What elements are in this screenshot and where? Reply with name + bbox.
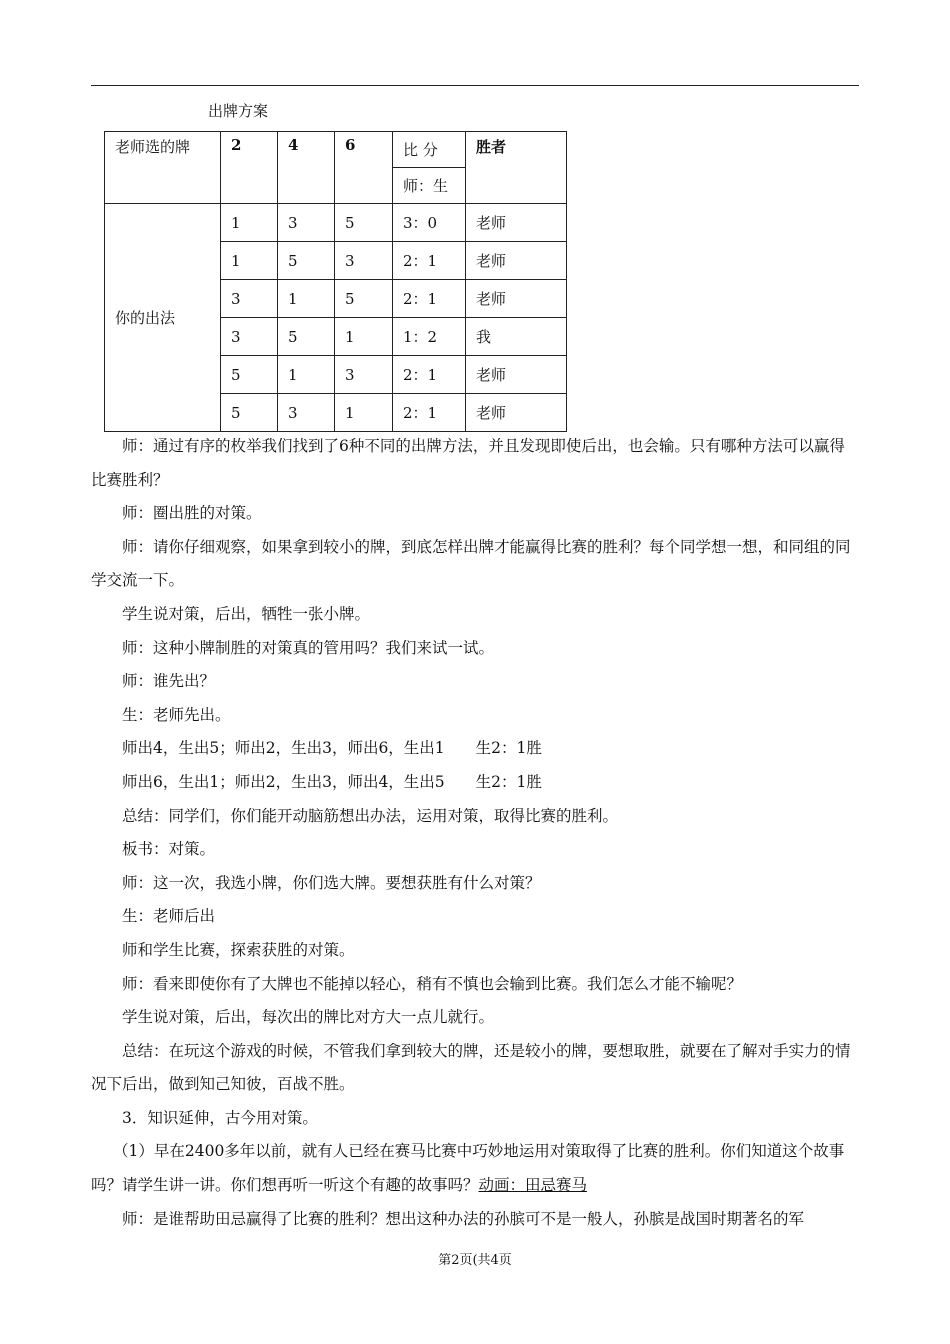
cell-score: 2：1 — [393, 242, 466, 280]
cell-c: 3 — [335, 356, 393, 394]
card-plan-table — [104, 131, 567, 432]
cell-b: 1 — [278, 356, 335, 394]
cell-a: 5 — [221, 394, 278, 432]
paragraph: 师和学生比赛，探索获胜的对策。 — [122, 940, 355, 959]
cell-winner: 老师 — [466, 356, 567, 394]
paragraph: 师：通过有序的枚举我们找到了6种不同的出牌方法，并且发现即使后出，也会输。只有哪种方法可以赢得比赛胜利？ — [91, 437, 845, 489]
teacher-card-1: 2 — [221, 132, 278, 204]
cell-score: 2：1 — [393, 280, 466, 318]
cell-a: 3 — [221, 280, 278, 318]
cell-winner: 老师 — [466, 394, 567, 432]
cell-score: 2：1 — [393, 394, 466, 432]
paragraph: 学生说对策，后出，每次出的牌比对方大一点儿就行。 — [122, 1008, 495, 1027]
lesson-body — [91, 430, 859, 1236]
paragraph: 学生说对策，后出，牺牲一张小牌。 — [122, 604, 371, 623]
cell-winner: 老师 — [466, 204, 567, 242]
cell-b: 3 — [278, 394, 335, 432]
teacher-cards-label: 老师选的牌 — [105, 132, 221, 204]
cell-winner: 我 — [466, 318, 567, 356]
paragraph: 师：谁先出？ — [122, 672, 216, 691]
cell-a: 1 — [221, 242, 278, 280]
paragraph-story — [91, 1135, 859, 1202]
paragraph: 生：老师后出 — [122, 907, 216, 926]
table-caption: 出牌方案 — [208, 102, 269, 120]
paragraph: 师：是谁帮助田忌赢得了比赛的胜利？想出这种办法的孙膑可不是一般人，孙膑是战国时期著名的军 — [122, 1209, 805, 1228]
cell-a: 1 — [221, 204, 278, 242]
paragraph: 师：这种小牌制胜的对策真的管用吗？我们来试一试。 — [122, 638, 495, 657]
paragraph: 师出4，生出5；师出2，生出3，师出6，生出1 生2：1胜 — [122, 739, 542, 758]
paragraph: 师：请你仔细观察，如果拿到较小的牌，到底怎样出牌才能赢得比赛的胜利？每个同学想一想，和同组的同学交流一下。 — [91, 537, 851, 590]
score-header: 比 分 — [393, 132, 466, 168]
paragraph: 师：看来即使你有了大牌也不能掉以轻心，稍有不慎也会输到比赛。我们怎么才能不输呢？ — [122, 974, 743, 993]
cell-score: 2：1 — [393, 356, 466, 394]
cell-a: 3 — [221, 318, 278, 356]
paragraph: 总结：同学们，你们能开动脑筋想出办法，运用对策，取得比赛的胜利。 — [122, 806, 619, 825]
paragraph: 总结：在玩这个游戏的时候，不管我们拿到较大的牌，还是较小的牌，要想取胜，就要在了解对手实力的情况下后出，做到知己知彼，百战不胜。 — [91, 1041, 851, 1094]
cell-b: 1 — [278, 280, 335, 318]
cell-c: 3 — [335, 242, 393, 280]
cell-b: 5 — [278, 318, 335, 356]
teacher-card-2: 4 — [278, 132, 335, 204]
cell-c: 1 — [335, 318, 393, 356]
paragraph: 板书：对策。 — [122, 840, 216, 859]
cell-b: 5 — [278, 242, 335, 280]
paragraph: 3．知识延伸，古今用对策。 — [122, 1108, 318, 1127]
cell-a: 5 — [221, 356, 278, 394]
your-play-label: 你的出法 — [105, 204, 221, 432]
paragraph: 师出6，生出1；师出2，生出3，师出4，生出5 生2：1胜 — [122, 772, 542, 791]
header-rule — [91, 85, 859, 86]
cell-winner: 老师 — [466, 242, 567, 280]
cell-score: 1：2 — [393, 318, 466, 356]
table-row — [105, 204, 567, 242]
story-text: （1）早在2400多年以前，就有人已经在赛马比赛中巧妙地运用对策取得了比赛的胜利。你们知道这个故事吗？请学生讲一讲。你们想再听一听这个有趣的故事吗？ — [91, 1142, 845, 1195]
cell-winner: 老师 — [466, 280, 567, 318]
cell-c: 5 — [335, 204, 393, 242]
paragraph: 生：老师先出。 — [122, 705, 231, 724]
animation-link[interactable]: 动画：田忌赛马 — [478, 1176, 588, 1195]
score-subheader: 师：生 — [393, 168, 466, 204]
teacher-card-3: 6 — [335, 132, 393, 204]
cell-score: 3：0 — [393, 204, 466, 242]
winner-header: 胜者 — [466, 132, 567, 204]
cell-b: 3 — [278, 204, 335, 242]
paragraph: 师：这一次，我选小牌，你们选大牌。要想获胜有什么对策？ — [122, 873, 541, 892]
paragraph: 师：圈出胜的对策。 — [122, 504, 262, 523]
cell-c: 5 — [335, 280, 393, 318]
page-footer: 第2页(共4页 — [438, 1253, 512, 1268]
cell-c: 1 — [335, 394, 393, 432]
